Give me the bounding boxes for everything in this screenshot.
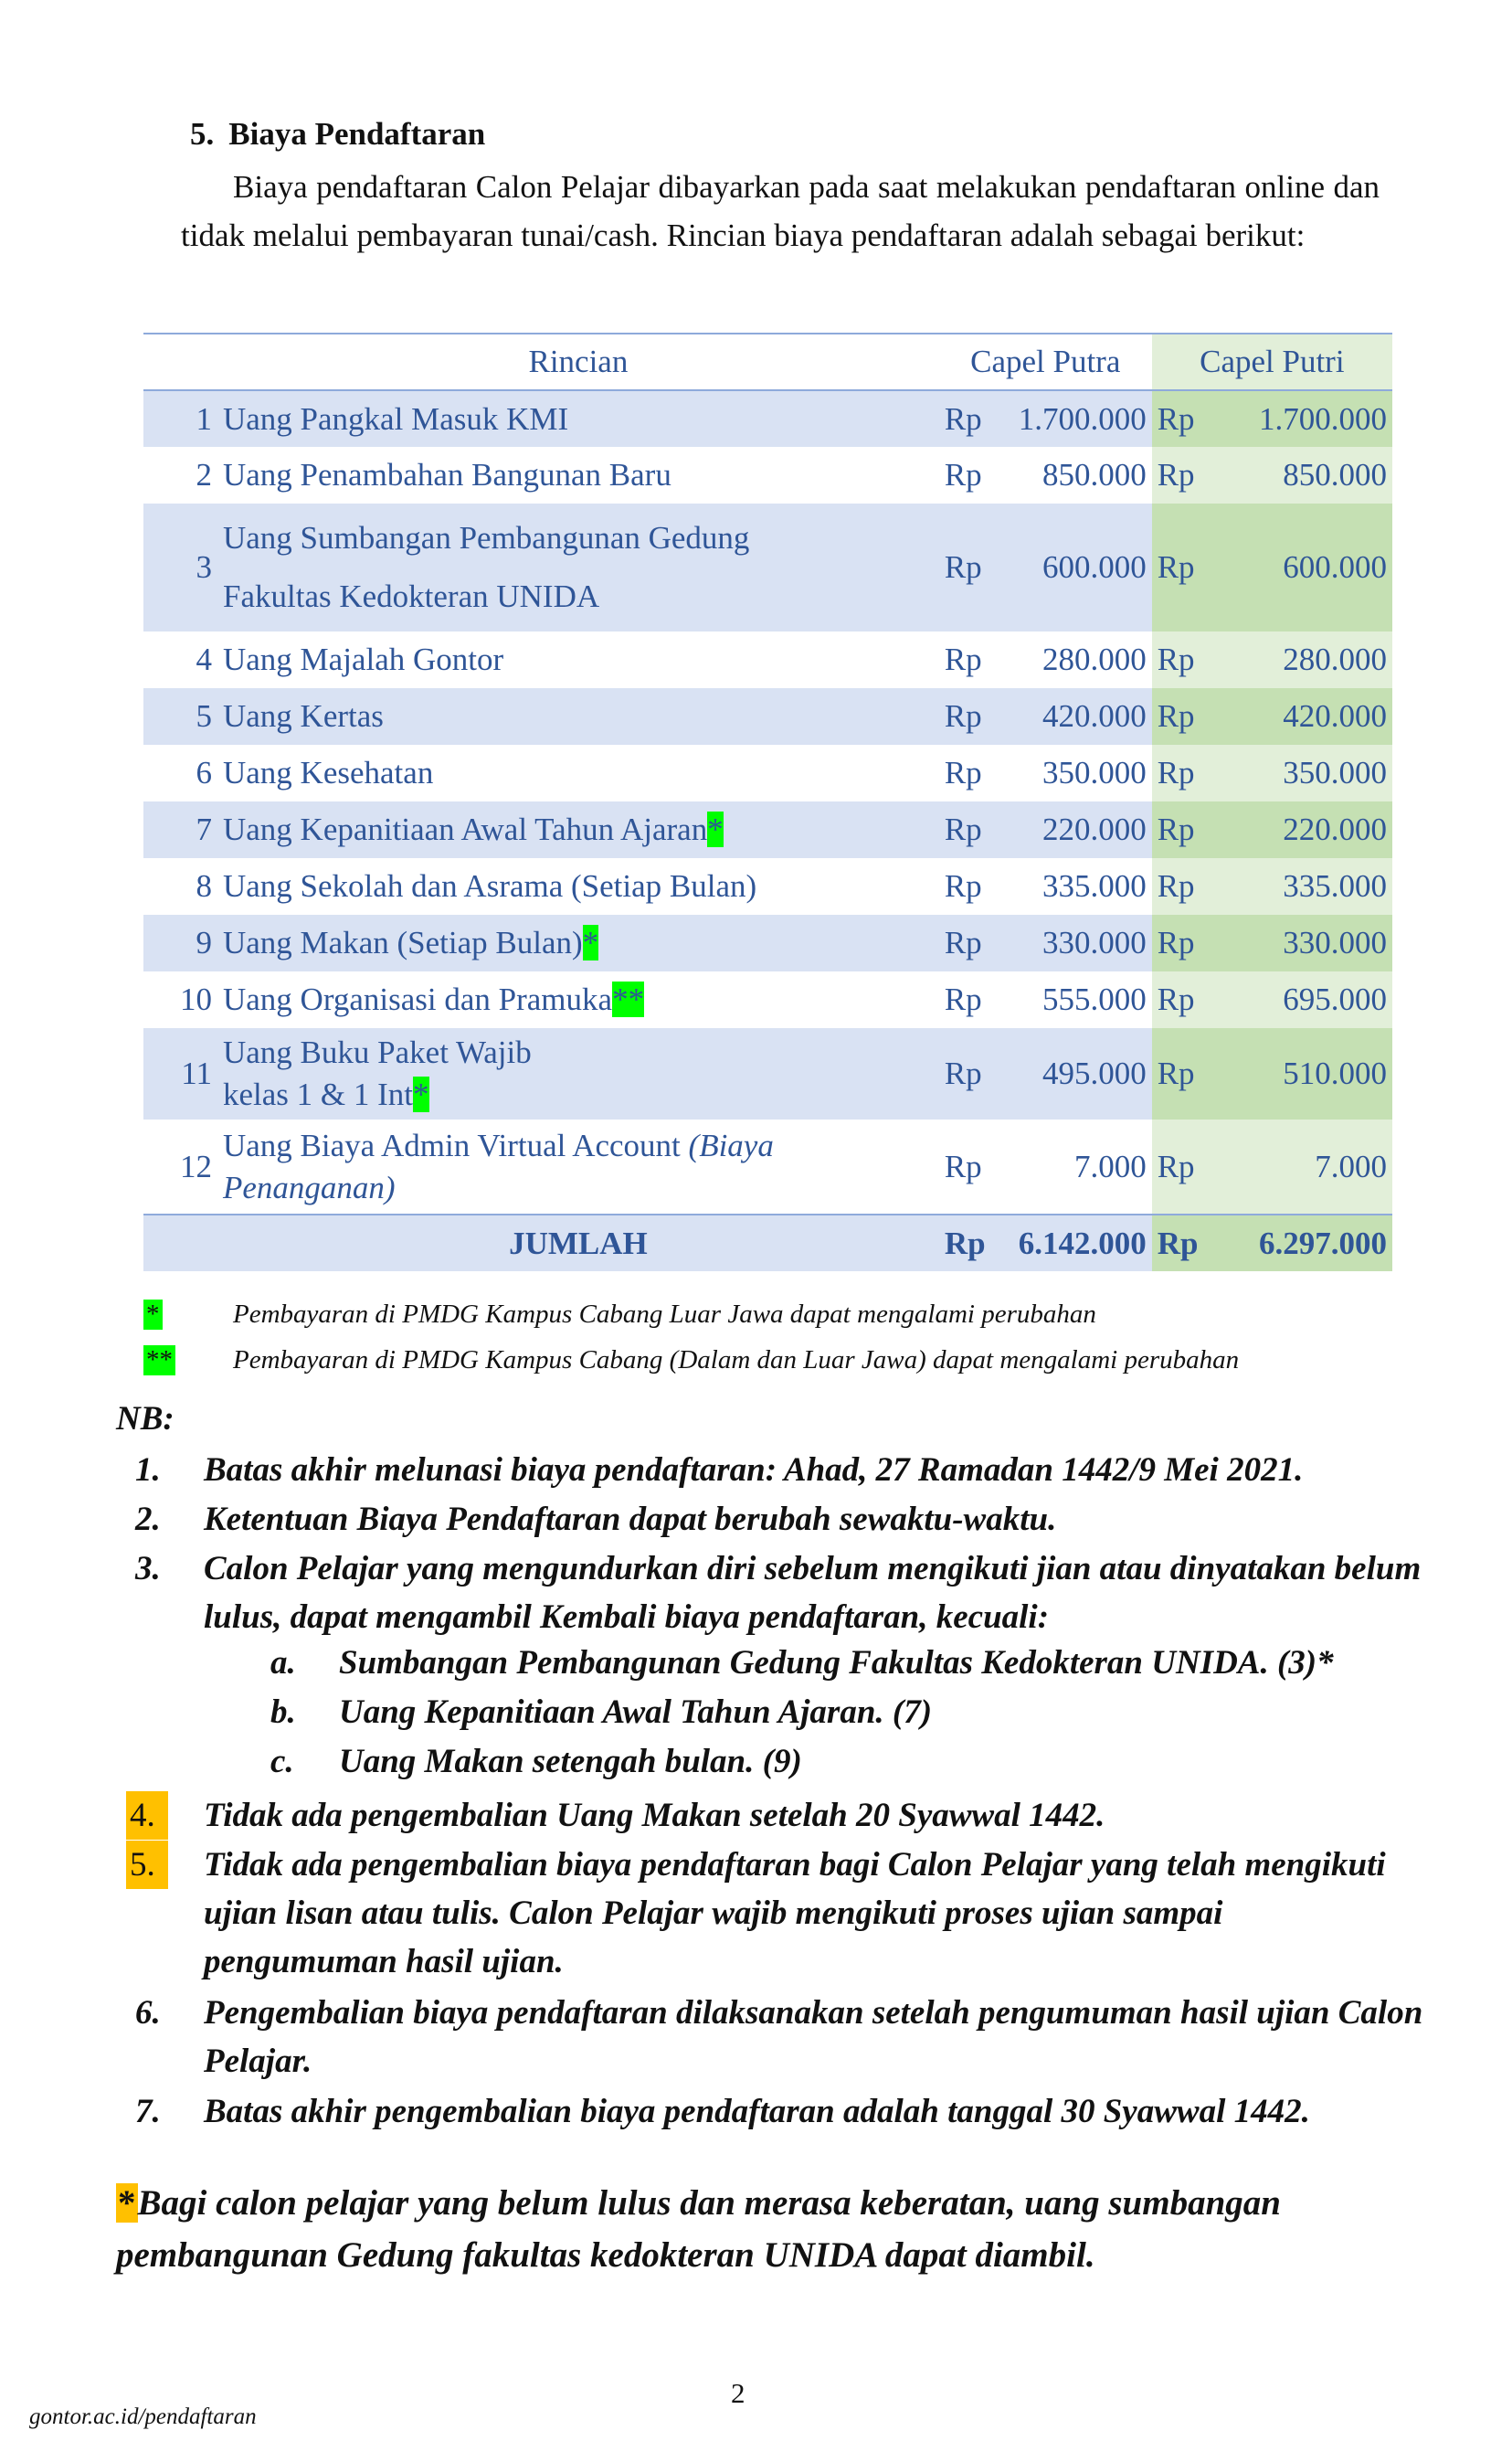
row-description-line: Uang Sumbangan Pembangunan Gedung (223, 520, 750, 556)
footnote-text: Pembayaran di PMDG Kampus Cabang (Dalam dan Luar Jawa) dapat mengalami perubahan (233, 1345, 1240, 1374)
table-row (143, 504, 1392, 631)
total-label: JUMLAH (217, 1215, 939, 1271)
currency-label: Rp (1152, 1028, 1215, 1120)
amount-putri: 420.000 (1215, 688, 1392, 745)
nb-label: NB: (116, 1400, 174, 1438)
amount-putra: 330.000 (1002, 915, 1152, 971)
row-description (217, 971, 939, 1028)
currency-label: Rp (944, 755, 982, 791)
currency-label: Rp (1152, 801, 1215, 858)
row-description: Uang Kesehatan (223, 755, 434, 791)
exception-text: Uang Kepanitiaan Awal Tahun Ajaran. (7) (339, 1693, 933, 1731)
currency-label: Rp (1152, 971, 1215, 1028)
row-number: 1 (143, 390, 217, 447)
amount-putra: 280.000 (1041, 642, 1147, 677)
amount-putri: 220.000 (1215, 801, 1392, 858)
nb-item-number: 5. (126, 1841, 168, 1889)
row-description: Uang Sekolah dan Asrama (Setiap Bulan) (223, 868, 757, 904)
page-number: 2 (731, 2377, 745, 2409)
row-description-line: kelas 1 & 1 Int (223, 1077, 414, 1112)
currency-label: Rp (1152, 1215, 1215, 1271)
currency-label: Rp (939, 504, 1002, 631)
footer-url: gontor.ac.id/pendaftaran (29, 2404, 257, 2429)
total-row (143, 1215, 1392, 1271)
closing-note (116, 2177, 1413, 2281)
table-row (143, 447, 1392, 504)
table-row (143, 801, 1392, 858)
row-description-line: Fakultas Kedokteran UNIDA (223, 578, 600, 614)
currency-label: Rp (939, 915, 1002, 971)
header-capel-putri: Capel Putri (1152, 334, 1392, 390)
row-description (217, 504, 939, 631)
section-number: 5. (190, 116, 215, 152)
footnote-marker: * (143, 1300, 163, 1330)
footnote-marker: * (413, 1077, 429, 1112)
row-description-text: Uang Makan (Setiap Bulan) (223, 925, 583, 960)
amount-putri: 280.000 (1215, 631, 1392, 688)
row-number: 12 (180, 1148, 212, 1184)
nb-item-text: Pengembalian biaya pendaftaran dilaksanakan setelah pengumuman hasil ujian Calon Pelajar. (204, 1994, 1423, 2080)
row-number: 8 (196, 868, 212, 904)
amount-putri: 330.000 (1215, 915, 1392, 971)
footnote-marker: ** (143, 1345, 175, 1375)
currency-label: Rp (944, 642, 982, 677)
currency-label: Rp (1152, 631, 1215, 688)
currency-label: Rp (939, 390, 1002, 447)
row-description-text: Uang Organisasi dan Pramuka (223, 982, 613, 1017)
nb-item-number: 6. (135, 1994, 161, 2032)
amount-putra: 7.000 (1073, 1148, 1147, 1184)
amount-putri: 510.000 (1215, 1028, 1392, 1120)
nb-item-text: Ketentuan Biaya Pendaftaran dapat berubah sewaktu-waktu. (204, 1501, 1057, 1538)
row-description (217, 915, 939, 971)
row-description: Uang Kertas (217, 688, 939, 745)
row-number: 7 (143, 801, 217, 858)
amount-putri: 600.000 (1215, 504, 1392, 631)
row-description-italic: (Biaya Penanganan) (223, 1127, 774, 1205)
table-row (143, 1120, 1392, 1215)
amount-putri: 335.000 (1215, 858, 1392, 915)
amount-putra: 555.000 (1041, 982, 1147, 1017)
currency-label: Rp (1152, 688, 1215, 745)
amount-putri: 850.000 (1215, 447, 1392, 504)
currency-label: Rp (1152, 447, 1215, 504)
footnote-text: Pembayaran di PMDG Kampus Cabang Luar Jawa dapat mengalami perubahan (233, 1300, 1096, 1329)
table-row (143, 390, 1392, 447)
header-capel-putra: Capel Putra (939, 334, 1152, 390)
row-number: 9 (143, 915, 217, 971)
fee-table (143, 333, 1392, 1271)
row-description-text: Uang Kepanitiaan Awal Tahun Ajaran (223, 812, 708, 847)
nb-item-number: 1. (135, 1451, 161, 1489)
exception-text: Uang Makan setengah bulan. (9) (339, 1743, 802, 1780)
amount-putra: 220.000 (1002, 801, 1152, 858)
row-number: 3 (143, 504, 217, 631)
table-row (143, 631, 1392, 688)
table-header-row (143, 334, 1392, 390)
intro-paragraph (181, 163, 1380, 260)
row-description: Uang Penambahan Bangunan Baru (223, 457, 671, 493)
table-row (143, 971, 1392, 1028)
currency-label: Rp (1152, 504, 1215, 631)
exception-text: Sumbangan Pembangunan Gedung Fakultas Kedokteran UNIDA. (3)* (339, 1644, 1334, 1682)
amount-putra: 350.000 (1041, 755, 1147, 791)
nb-item-text: Batas akhir melunasi biaya pendaftaran: Ahad, 27 Ramadan 1442/9 Mei 2021. (204, 1451, 1304, 1489)
row-description: Uang Pangkal Masuk KMI (217, 390, 939, 447)
row-description: Uang Majalah Gontor (223, 642, 504, 677)
currency-label: Rp (944, 868, 982, 904)
nb-item-number: 4. (126, 1791, 168, 1840)
nb-item-text: Batas akhir pengembalian biaya pendaftaran adalah tanggal 30 Syawwal 1442. (204, 2093, 1310, 2130)
footnote-marker: * (707, 812, 724, 847)
closing-text: Bagi calon pelajar yang belum lulus dan merasa keberatan, uang sumbangan pembangunan Gedung fakultas kedokteran UNIDA dapat diambil. (116, 2183, 1281, 2275)
row-description-line: Uang Buku Paket Wajib (223, 1035, 532, 1070)
nb-item-number: 3. (135, 1550, 161, 1587)
currency-label: Rp (1152, 915, 1215, 971)
row-description (217, 801, 939, 858)
amount-putri: 7.000 (1215, 1120, 1392, 1215)
row-number: 5 (143, 688, 217, 745)
intro-text: Biaya pendaftaran Calon Pelajar dibayarkan pada saat melakukan pendaftaran online dan tidak melalui pembayaran tunai/cash. Rincian biaya pendaftaran adalah sebagai berikut: (181, 169, 1380, 253)
amount-putra: 600.000 (1002, 504, 1152, 631)
row-number: 11 (143, 1028, 217, 1120)
row-description-text: Uang Biaya Admin Virtual Account (223, 1127, 681, 1163)
amount-putri: 695.000 (1215, 971, 1392, 1028)
table-row (143, 745, 1392, 801)
total-putra: 6.142.000 (1002, 1215, 1152, 1271)
nb-item-number: 2. (135, 1501, 161, 1538)
table-row (143, 688, 1392, 745)
closing-marker: * (118, 2183, 136, 2223)
table-row (143, 1028, 1392, 1120)
amount-putra: 850.000 (1041, 457, 1147, 493)
nb-item-text: Calon Pelajar yang mengundurkan diri sebelum mengikuti jian atau dinyatakan belum lulus, dapat mengambil Kembali biaya pendaftaran, kecuali: (204, 1550, 1422, 1636)
exception-letter: a. (270, 1644, 296, 1682)
currency-label: Rp (944, 982, 982, 1017)
amount-putri: 1.700.000 (1215, 390, 1392, 447)
nb-item-number: 7. (135, 2093, 161, 2130)
currency-label: Rp (939, 688, 1002, 745)
nb-item-text: Tidak ada pengembalian biaya pendaftaran bagi Calon Pelajar yang telah mengikuti ujian lisan atau tulis. Calon Pelajar wajib mengikuti proses ujian sampai pengumuman hasil ujian. (204, 1846, 1386, 1980)
footnote-marker: ** (612, 982, 645, 1017)
section-title: Biaya Pendaftaran (228, 116, 486, 152)
amount-putri: 350.000 (1215, 745, 1392, 801)
amount-putra: 1.700.000 (1002, 390, 1152, 447)
currency-label: Rp (939, 1028, 1002, 1120)
exception-letter: c. (270, 1743, 294, 1780)
row-number: 2 (196, 457, 212, 493)
currency-label: Rp (939, 1215, 1002, 1271)
table-row (143, 915, 1392, 971)
row-description (217, 1028, 939, 1120)
amount-putra: 335.000 (1041, 868, 1147, 904)
total-putri: 6.297.000 (1215, 1215, 1392, 1271)
currency-label: Rp (944, 457, 982, 493)
row-number: 6 (196, 755, 212, 791)
row-number: 4 (196, 642, 212, 677)
header-rincian: Rincian (217, 334, 939, 390)
currency-label: Rp (1152, 1120, 1215, 1215)
row-number: 10 (180, 982, 212, 1017)
row-description (217, 1120, 939, 1215)
currency-label: Rp (1152, 390, 1215, 447)
amount-putra: 420.000 (1002, 688, 1152, 745)
exception-letter: b. (270, 1693, 296, 1731)
footnote-marker: * (582, 925, 599, 960)
table-row (143, 858, 1392, 915)
section-heading (190, 116, 485, 153)
currency-label: Rp (944, 1148, 982, 1184)
currency-label: Rp (939, 801, 1002, 858)
nb-item-text: Tidak ada pengembalian Uang Makan setelah 20 Syawwal 1442. (204, 1797, 1105, 1834)
currency-label: Rp (1152, 858, 1215, 915)
currency-label: Rp (1152, 745, 1215, 801)
amount-putra: 495.000 (1002, 1028, 1152, 1120)
